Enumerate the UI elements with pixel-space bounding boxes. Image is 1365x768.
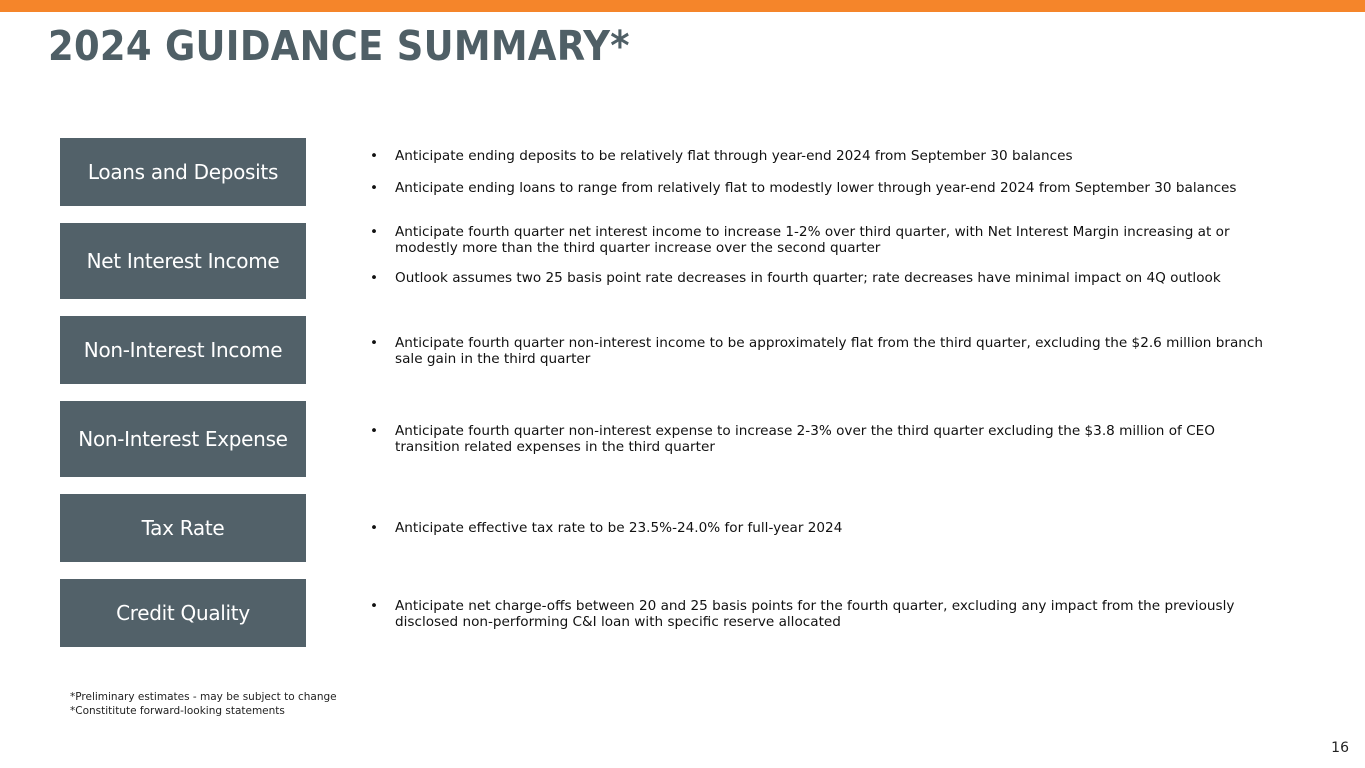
bullet: • Anticipate fourth quarter non-interest income to be approximately flat from the third quarter, excluding the $2.6 million branch sale gain in the third quarter [370, 335, 1270, 367]
section-bullets-net-interest-income [370, 224, 1270, 286]
bullet: • Anticipate ending loans to range from relatively flat to modestly lower through year-end 2024 from September 30 balances [370, 180, 1270, 196]
section-label-tax-rate: Tax Rate [60, 494, 306, 562]
section-bullets-credit-quality [370, 598, 1270, 630]
bullet: • Anticipate fourth quarter non-interest expense to increase 2-3% over the third quarter excluding the $3.8 million of CEO transition related expenses in the third quarter [370, 423, 1270, 455]
section-label-non-interest-expense: Non-Interest Expense [60, 401, 306, 477]
section-label-credit-quality: Credit Quality [60, 579, 306, 647]
section-bullets-tax-rate [370, 520, 1270, 536]
section-label-loans-deposits: Loans and Deposits [60, 138, 306, 206]
bullet: • Anticipate net charge-offs between 20 and 25 basis points for the fourth quarter, excluding any impact from the previously disclosed non-performing C&I loan with specific reserve allocated [370, 598, 1270, 630]
accent-bar [0, 0, 1365, 12]
page-title: 2024 GUIDANCE SUMMARY* [48, 22, 630, 70]
footnotes [70, 690, 337, 718]
footnote: *Preliminary estimates - may be subject to change [70, 691, 337, 703]
section-label-net-interest-income: Net Interest Income [60, 223, 306, 299]
bullet: • Anticipate effective tax rate to be 23.5%-24.0% for full-year 2024 [370, 520, 1270, 536]
section-bullets-non-interest-income [370, 335, 1270, 367]
bullet: • Outlook assumes two 25 basis point rate decreases in fourth quarter; rate decreases have minimal impact on 4Q outlook [370, 270, 1270, 286]
bullet: • Anticipate ending deposits to be relatively flat through year-end 2024 from September 30 balances [370, 148, 1270, 164]
section-label-non-interest-income: Non-Interest Income [60, 316, 306, 384]
section-bullets-non-interest-expense [370, 423, 1270, 455]
bullet: • Anticipate fourth quarter net interest income to increase 1-2% over third quarter, with Net Interest Margin increasing at or modestly more than the third quarter increase over the second quarter [370, 224, 1270, 256]
page-number: 16 [1331, 740, 1349, 756]
section-bullets-loans-deposits [370, 148, 1270, 196]
footnote: *Constititute forward-looking statements [70, 705, 285, 717]
